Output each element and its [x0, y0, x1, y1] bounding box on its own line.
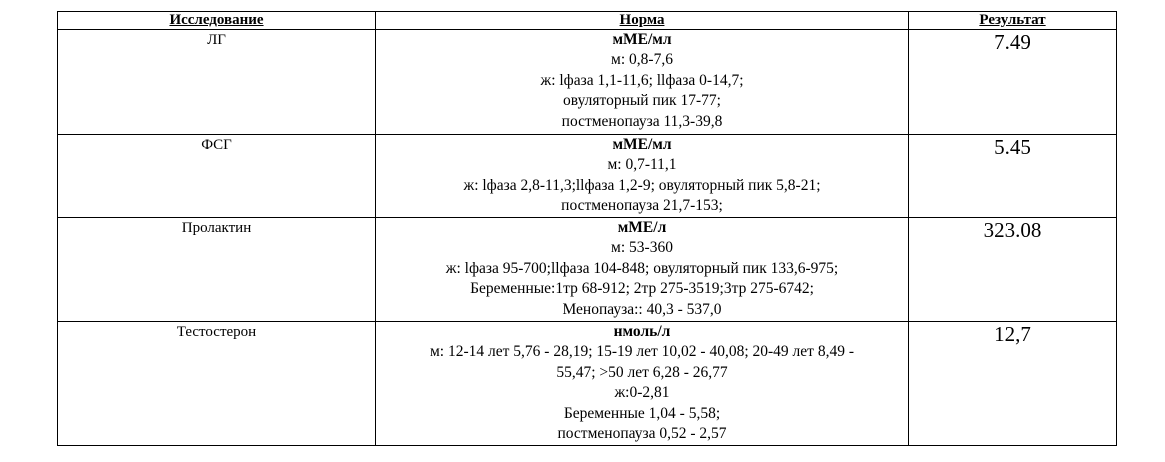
result-value: 7.49 [909, 30, 1117, 135]
result-value: 5.45 [909, 135, 1117, 218]
norm-line: постменопауза 11,3-39,8 [561, 112, 723, 130]
norm-line: м: 53-360 [611, 239, 673, 257]
test-name: ФСГ [58, 135, 376, 218]
norm-cell [376, 218, 909, 322]
norm-line: ж: lфаза 2,8-11,3;llфаза 1,2-9; овуляторный пик 5,8-21; [463, 176, 821, 194]
norm-line: Беременные:1тр 68-912; 2тр 275-3519;3тр 275-6742; [470, 280, 814, 298]
norm-line: ж:0-2,81 [614, 384, 670, 402]
norm-line: 55,47; >50 лет 6,28 - 26,77 [556, 363, 728, 381]
norm-line: постменопауза 0,52 - 2,57 [557, 425, 727, 443]
norm-line: Менопауза:: 40,3 - 537,0 [562, 300, 722, 318]
norm-line: ж: lфаза 1,1-11,6; llфаза 0-14,7; [540, 71, 744, 89]
norm-line: постменопауза 21,7-153; [561, 197, 723, 215]
header-norm: Норма [376, 12, 909, 30]
result-value: 323.08 [909, 218, 1117, 322]
test-name: Тестостерон [58, 322, 376, 446]
test-name: Пролактин [58, 218, 376, 322]
norm-line: Беременные 1,04 - 5,58; [563, 404, 721, 422]
norm-cell [376, 30, 909, 135]
header-research: Исследование [58, 12, 376, 30]
test-name: ЛГ [58, 30, 376, 135]
norm-line: м: 0,8-7,6 [611, 51, 673, 69]
norm-unit: мМЕ/л [617, 219, 667, 236]
norm-line: м: 0,7-11,1 [607, 156, 677, 174]
norm-unit: нмоль/л [613, 323, 671, 340]
header-result: Результат [909, 12, 1117, 30]
norm-cell [376, 322, 909, 446]
norm-line: овуляторный пик 17-77; [563, 92, 721, 110]
norm-line: ж: lфаза 95-700;llфаза 104-848; овуляторный пик 133,6-975; [445, 259, 839, 277]
header-row [58, 12, 1117, 30]
table-row [58, 30, 1117, 135]
table-row [58, 322, 1117, 446]
table-row [58, 135, 1117, 218]
norm-unit: мМЕ/мл [612, 31, 672, 48]
results-table [57, 11, 1117, 446]
result-value: 12,7 [909, 322, 1117, 446]
norm-cell [376, 135, 909, 218]
norm-line: м: 12-14 лет 5,76 - 28,19; 15-19 лет 10,02 - 40,08; 20-49 лет 8,49 - [430, 343, 854, 361]
table-row [58, 218, 1117, 322]
norm-unit: мМЕ/мл [612, 136, 672, 153]
